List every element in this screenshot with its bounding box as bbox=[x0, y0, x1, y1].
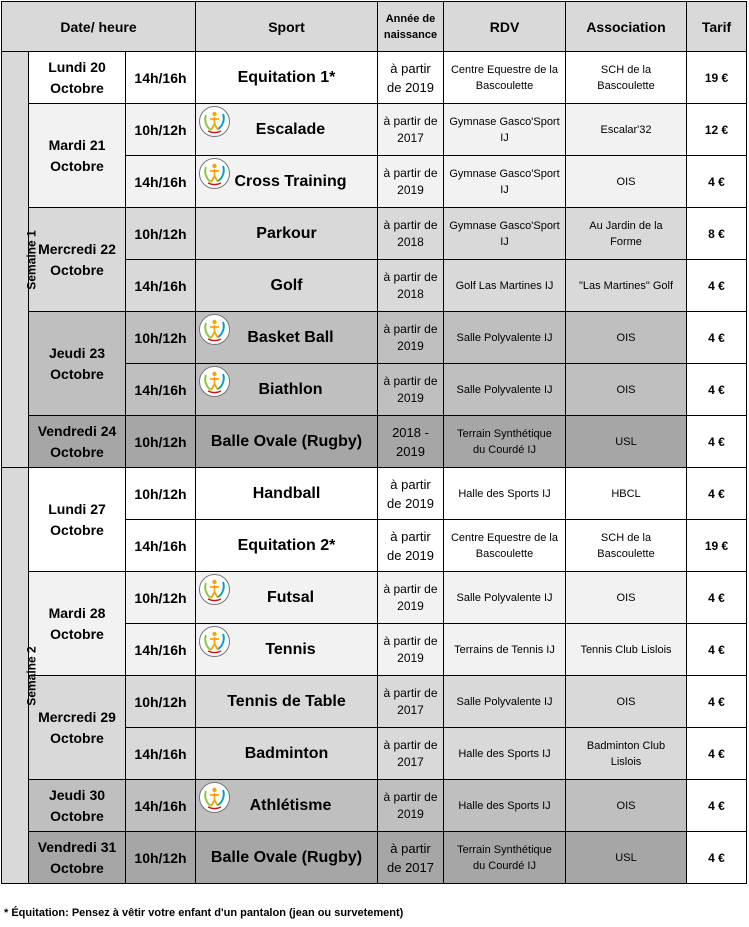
day-name: Jeudi 30 bbox=[48, 786, 106, 803]
rdv-cell bbox=[444, 468, 566, 520]
sport-cell bbox=[196, 312, 378, 364]
time-cell: 10h/12h bbox=[126, 832, 196, 884]
rdv-cell bbox=[444, 312, 566, 364]
sport-name: Tennis bbox=[265, 640, 316, 658]
schedule-row bbox=[2, 468, 747, 520]
rdv-line2: du Courdé IJ bbox=[473, 443, 536, 456]
header-sport: Sport bbox=[196, 2, 378, 52]
association-cell bbox=[566, 624, 687, 676]
birth-year-line2: 2017 bbox=[397, 130, 424, 145]
sport-logo-icon bbox=[199, 574, 230, 605]
day-name: Mardi 28 bbox=[48, 604, 106, 621]
day-month: Octobre bbox=[50, 79, 104, 96]
schedule-row bbox=[2, 572, 747, 624]
sport-name: Basket Ball bbox=[247, 328, 334, 346]
sport-cell bbox=[196, 104, 378, 156]
sport-name: Badminton bbox=[244, 744, 329, 762]
association-cell bbox=[566, 52, 687, 104]
association-line1: "Las Martines" Golf bbox=[578, 279, 673, 292]
rdv-line1: Halle des Sports IJ bbox=[458, 799, 551, 812]
day-cell bbox=[29, 780, 126, 832]
birth-year-line1: à partir de bbox=[383, 165, 438, 180]
sport-name: Athlétisme bbox=[249, 796, 332, 814]
sport-cell bbox=[196, 780, 378, 832]
time-cell: 10h/12h bbox=[126, 416, 196, 468]
association-line1: Escalar'32 bbox=[600, 123, 652, 136]
time-cell: 14h/16h bbox=[126, 624, 196, 676]
rdv-line1: Halle des Sports IJ bbox=[458, 747, 551, 760]
tarif-cell: 4 € bbox=[687, 468, 747, 520]
tarif-cell: 4 € bbox=[687, 260, 747, 312]
day-name: Lundi 27 bbox=[48, 500, 106, 517]
rdv-line2: IJ bbox=[500, 131, 509, 144]
rdv-cell bbox=[444, 780, 566, 832]
schedule-row bbox=[2, 832, 747, 884]
rdv-line1: Centre Equestre de la bbox=[450, 531, 558, 544]
association-line1: HBCL bbox=[611, 487, 641, 500]
birth-year-line1: à partir de bbox=[383, 321, 438, 336]
sport-name: Cross Training bbox=[234, 172, 347, 190]
sport-cell bbox=[196, 728, 378, 780]
day-month: Octobre bbox=[50, 157, 104, 174]
day-name: Mardi 21 bbox=[48, 136, 106, 153]
birth-year-line1: à partir bbox=[390, 60, 431, 76]
association-cell bbox=[566, 676, 687, 728]
association-cell bbox=[566, 572, 687, 624]
header-association: Association bbox=[566, 2, 687, 52]
day-month: Octobre bbox=[50, 859, 104, 876]
day-name: Jeudi 23 bbox=[48, 344, 106, 361]
birth-year-line1: à partir bbox=[390, 840, 431, 856]
sport-name: Futsal bbox=[266, 588, 315, 606]
rdv-cell bbox=[444, 832, 566, 884]
birth-year-line2: 2019 bbox=[397, 598, 424, 613]
association-line2: Lislois bbox=[610, 755, 642, 768]
association-line1: Tennis Club Lislois bbox=[580, 643, 672, 656]
time-cell: 14h/16h bbox=[126, 364, 196, 416]
header-tarif: Tarif bbox=[687, 2, 747, 52]
schedule-row bbox=[2, 312, 747, 364]
birth-year-line1: à partir de bbox=[383, 633, 438, 648]
sport-cell bbox=[196, 52, 378, 104]
rdv-cell bbox=[444, 624, 566, 676]
sport-cell bbox=[196, 832, 378, 884]
rdv-line1: Terrain Synthétique bbox=[457, 843, 552, 856]
sport-name: Biathlon bbox=[258, 380, 323, 398]
tarif-cell: 4 € bbox=[687, 312, 747, 364]
day-cell bbox=[29, 468, 126, 572]
sport-name: Balle Ovale (Rugby) bbox=[210, 432, 363, 450]
sport-cell bbox=[196, 416, 378, 468]
day-cell bbox=[29, 832, 126, 884]
sport-cell bbox=[196, 156, 378, 208]
birth-year-cell bbox=[378, 312, 444, 364]
day-month: Octobre bbox=[50, 261, 104, 278]
sport-logo-icon bbox=[199, 782, 230, 813]
week-label-cell bbox=[2, 468, 39, 884]
day-cell bbox=[29, 104, 126, 208]
schedule-row bbox=[2, 208, 747, 260]
birth-year-line1: à partir de bbox=[383, 737, 438, 752]
sport-cell bbox=[196, 468, 378, 520]
birth-year-cell bbox=[378, 780, 444, 832]
rdv-cell bbox=[444, 520, 566, 572]
tarif-cell: 19 € bbox=[687, 520, 747, 572]
time-cell: 14h/16h bbox=[126, 156, 196, 208]
rdv-line1: Gymnase Gasco'Sport bbox=[449, 115, 560, 128]
rdv-line1: Halle des Sports IJ bbox=[458, 487, 551, 500]
rdv-line1: Terrains de Tennis IJ bbox=[454, 643, 555, 656]
sport-name: Tennis de Table bbox=[227, 692, 346, 710]
rdv-cell bbox=[444, 208, 566, 260]
day-cell bbox=[29, 572, 126, 676]
rdv-cell bbox=[444, 572, 566, 624]
association-cell bbox=[566, 468, 687, 520]
week-label: Semaine 1 bbox=[24, 229, 39, 290]
day-month: Octobre bbox=[50, 365, 104, 382]
association-line1: OIS bbox=[616, 695, 636, 708]
association-line1: OIS bbox=[616, 383, 636, 396]
rdv-line2: IJ bbox=[500, 183, 509, 196]
day-name: Mercredi 22 bbox=[38, 240, 116, 257]
sport-name: Balle Ovale (Rugby) bbox=[210, 848, 363, 866]
birth-year-line1: à partir de bbox=[383, 581, 438, 596]
rdv-cell bbox=[444, 104, 566, 156]
time-cell: 14h/16h bbox=[126, 520, 196, 572]
association-line1: OIS bbox=[616, 591, 636, 604]
rdv-cell bbox=[444, 676, 566, 728]
schedule-row bbox=[2, 780, 747, 832]
association-line1: Badminton Club bbox=[586, 739, 666, 752]
tarif-cell: 4 € bbox=[687, 780, 747, 832]
association-cell bbox=[566, 104, 687, 156]
rdv-line1: Salle Polyvalente IJ bbox=[456, 591, 553, 604]
time-cell: 14h/16h bbox=[126, 52, 196, 104]
association-line1: USL bbox=[615, 435, 637, 448]
birth-year-line2: 2018 bbox=[397, 234, 424, 249]
rdv-cell bbox=[444, 52, 566, 104]
association-line1: SCH de la bbox=[600, 531, 652, 544]
schedule-table bbox=[1, 1, 747, 884]
rdv-cell bbox=[444, 260, 566, 312]
day-name: Vendredi 24 bbox=[37, 422, 117, 439]
tarif-cell: 4 € bbox=[687, 416, 747, 468]
time-cell: 10h/12h bbox=[126, 208, 196, 260]
header-row bbox=[2, 2, 747, 52]
association-cell bbox=[566, 520, 687, 572]
rdv-line2: Bascoulette bbox=[475, 547, 534, 560]
sport-cell bbox=[196, 520, 378, 572]
schedule-body bbox=[2, 52, 747, 884]
association-line1: OIS bbox=[616, 331, 636, 344]
birth-year-line2: 2017 bbox=[397, 702, 424, 717]
rdv-line2: Bascoulette bbox=[475, 79, 534, 92]
birth-year-line1: à partir de bbox=[383, 269, 438, 284]
day-month: Octobre bbox=[50, 625, 104, 642]
association-line2: Forme bbox=[610, 235, 642, 248]
rdv-line1: Centre Equestre de la bbox=[450, 63, 558, 76]
birth-year-line2: de 2019 bbox=[387, 79, 434, 95]
day-month: Octobre bbox=[50, 443, 104, 460]
birth-year-cell bbox=[378, 520, 444, 572]
birth-year-cell bbox=[378, 416, 444, 468]
sport-cell bbox=[196, 624, 378, 676]
association-cell bbox=[566, 208, 687, 260]
rdv-line1: Salle Polyvalente IJ bbox=[456, 695, 553, 708]
rdv-cell bbox=[444, 364, 566, 416]
birth-year-cell bbox=[378, 364, 444, 416]
birth-year-cell bbox=[378, 572, 444, 624]
birth-year-cell bbox=[378, 104, 444, 156]
birth-year-line2: 2017 bbox=[397, 754, 424, 769]
sport-name: Equitation 2* bbox=[237, 536, 336, 554]
association-line2: Bascoulette bbox=[597, 547, 655, 560]
rdv-line1: Gymnase Gasco'Sport bbox=[449, 167, 560, 180]
association-cell bbox=[566, 416, 687, 468]
day-cell bbox=[29, 208, 126, 312]
association-cell bbox=[566, 780, 687, 832]
schedule-row bbox=[2, 676, 747, 728]
sport-name: Handball bbox=[252, 484, 321, 502]
time-cell: 10h/12h bbox=[126, 468, 196, 520]
time-cell: 14h/16h bbox=[126, 728, 196, 780]
birth-year-line2: 2019 bbox=[397, 182, 424, 197]
association-line2: Bascoulette bbox=[597, 79, 655, 92]
association-line1: Au Jardin de la bbox=[589, 219, 663, 232]
tarif-cell: 4 € bbox=[687, 572, 747, 624]
sport-name: Equitation 1* bbox=[237, 68, 336, 86]
time-cell: 10h/12h bbox=[126, 312, 196, 364]
birth-year-cell bbox=[378, 52, 444, 104]
day-cell bbox=[29, 676, 126, 780]
rdv-line2: IJ bbox=[500, 235, 509, 248]
birth-year-cell bbox=[378, 260, 444, 312]
time-cell: 10h/12h bbox=[126, 572, 196, 624]
association-cell bbox=[566, 260, 687, 312]
sport-logo-icon bbox=[199, 366, 230, 397]
sport-logo-icon bbox=[199, 626, 230, 657]
birth-year-line2: 2019 bbox=[397, 390, 424, 405]
rdv-line1: Terrain Synthétique bbox=[457, 427, 552, 440]
birth-year-line1: à partir de bbox=[383, 685, 438, 700]
header-date: Date/ heure bbox=[2, 2, 196, 52]
tarif-cell: 4 € bbox=[687, 728, 747, 780]
time-cell: 14h/16h bbox=[126, 260, 196, 312]
association-cell bbox=[566, 312, 687, 364]
day-month: Octobre bbox=[50, 807, 104, 824]
sport-cell bbox=[196, 208, 378, 260]
association-cell bbox=[566, 728, 687, 780]
week-label: Semaine 2 bbox=[24, 645, 39, 706]
birth-year-line1: à partir de bbox=[383, 373, 438, 388]
birth-year-line2: de 2017 bbox=[387, 859, 434, 875]
birth-year-line2: 2019 bbox=[397, 806, 424, 821]
week-label-cell bbox=[2, 52, 39, 468]
rdv-cell bbox=[444, 416, 566, 468]
tarif-cell: 4 € bbox=[687, 832, 747, 884]
sport-logo-icon bbox=[199, 314, 230, 345]
birth-year-line1: à partir de bbox=[383, 113, 438, 128]
time-cell: 14h/16h bbox=[126, 780, 196, 832]
sport-name: Parkour bbox=[256, 224, 317, 242]
birth-year-line1: à partir bbox=[390, 476, 431, 492]
schedule-row bbox=[2, 52, 747, 104]
birth-year-line2: 2019 bbox=[397, 650, 424, 665]
footnote: * Équitation: Pensez à vêtir votre enfant d'un pantalon (jean ou survetement) bbox=[4, 907, 404, 919]
sport-name: Escalade bbox=[255, 120, 326, 138]
day-cell bbox=[29, 416, 126, 468]
day-name: Lundi 20 bbox=[48, 58, 106, 75]
association-cell bbox=[566, 156, 687, 208]
rdv-line1: Gymnase Gasco'Sport bbox=[449, 219, 560, 232]
birth-year-cell bbox=[378, 208, 444, 260]
rdv-cell bbox=[444, 728, 566, 780]
birth-year-line1: à partir de bbox=[383, 789, 438, 804]
day-name: Mercredi 29 bbox=[38, 708, 116, 725]
birth-year-line1: à partir bbox=[390, 528, 431, 544]
day-cell bbox=[29, 52, 126, 104]
tarif-cell: 4 € bbox=[687, 676, 747, 728]
sport-cell bbox=[196, 364, 378, 416]
rdv-line1: Salle Polyvalente IJ bbox=[456, 383, 553, 396]
tarif-cell: 4 € bbox=[687, 364, 747, 416]
tarif-cell: 4 € bbox=[687, 156, 747, 208]
birth-year-line2: 2019 bbox=[396, 443, 425, 459]
birth-year-line2: 2019 bbox=[397, 338, 424, 353]
time-cell: 10h/12h bbox=[126, 676, 196, 728]
sport-cell bbox=[196, 572, 378, 624]
rdv-line1: Salle Polyvalente IJ bbox=[456, 331, 553, 344]
association-line1: OIS bbox=[616, 175, 636, 188]
association-cell bbox=[566, 364, 687, 416]
day-cell bbox=[29, 312, 126, 416]
association-line1: SCH de la bbox=[600, 63, 652, 76]
birth-year-line2: de 2019 bbox=[387, 547, 434, 563]
birth-year-cell bbox=[378, 156, 444, 208]
header-rdv: RDV bbox=[444, 2, 566, 52]
association-cell bbox=[566, 832, 687, 884]
association-line1: USL bbox=[615, 851, 637, 864]
birth-year-cell bbox=[378, 624, 444, 676]
birth-year-line1: 2018 - bbox=[392, 424, 429, 440]
schedule-row bbox=[2, 104, 747, 156]
schedule-row bbox=[2, 416, 747, 468]
day-month: Octobre bbox=[50, 729, 104, 746]
association-line1: OIS bbox=[616, 799, 636, 812]
birth-year-line2: 2018 bbox=[397, 286, 424, 301]
tarif-cell: 12 € bbox=[687, 104, 747, 156]
birth-year-line1: à partir de bbox=[383, 217, 438, 232]
rdv-line2: du Courdé IJ bbox=[473, 859, 536, 872]
tarif-cell: 4 € bbox=[687, 624, 747, 676]
sport-name: Golf bbox=[270, 276, 303, 294]
birth-year-cell bbox=[378, 676, 444, 728]
sport-cell bbox=[196, 676, 378, 728]
time-cell: 10h/12h bbox=[126, 104, 196, 156]
birth-year-cell bbox=[378, 832, 444, 884]
tarif-cell: 19 € bbox=[687, 52, 747, 104]
rdv-cell bbox=[444, 156, 566, 208]
day-month: Octobre bbox=[50, 521, 104, 538]
sport-logo-icon bbox=[199, 106, 230, 137]
tarif-cell: 8 € bbox=[687, 208, 747, 260]
birth-year-cell bbox=[378, 468, 444, 520]
birth-year-cell bbox=[378, 728, 444, 780]
sport-cell bbox=[196, 260, 378, 312]
header-year: Année de naissance bbox=[378, 2, 444, 52]
day-name: Vendredi 31 bbox=[37, 838, 117, 855]
rdv-line1: Golf Las Martines IJ bbox=[455, 279, 554, 292]
birth-year-line2: de 2019 bbox=[387, 495, 434, 511]
